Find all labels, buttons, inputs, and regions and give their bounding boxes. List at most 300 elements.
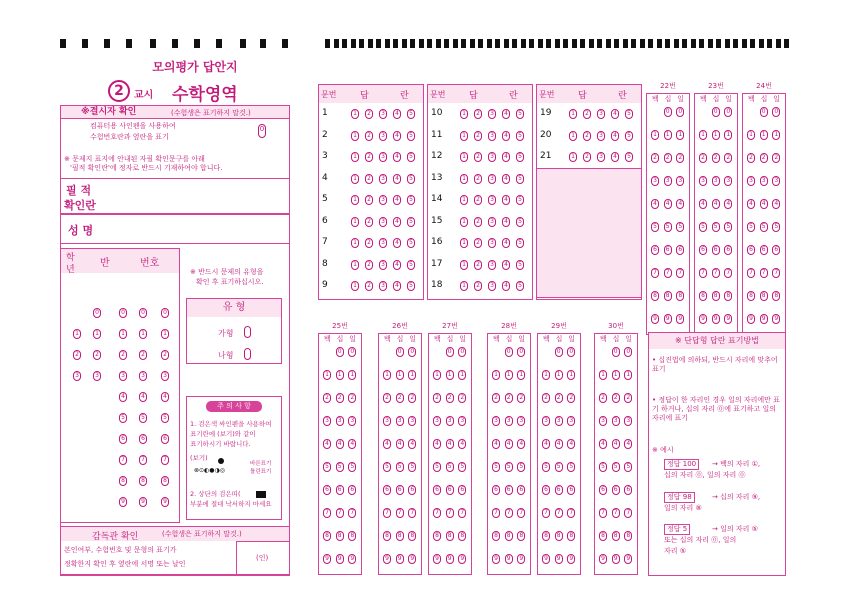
digit-bubble[interactable]: 5	[612, 462, 620, 472]
id-bubble[interactable]: 3	[139, 371, 147, 381]
digit-bubble[interactable]: 0	[517, 347, 525, 357]
digit-bubble[interactable]: 6	[712, 245, 720, 255]
digit-bubble[interactable]: 6	[408, 485, 416, 495]
digit-bubble[interactable]: 0	[676, 107, 684, 117]
digit-bubble[interactable]: 4	[555, 439, 563, 449]
answer-bubble[interactable]: 5	[407, 131, 415, 141]
answer-bubble[interactable]: 4	[502, 260, 510, 270]
answer-bubble[interactable]: 2	[474, 281, 482, 291]
answer-bubble[interactable]: 1	[351, 131, 359, 141]
digit-bubble[interactable]: 0	[555, 347, 563, 357]
digit-bubble[interactable]: 1	[651, 130, 659, 140]
digit-bubble[interactable]: 0	[624, 347, 632, 357]
answer-bubble[interactable]: 3	[488, 281, 496, 291]
answer-bubble[interactable]: 5	[407, 109, 415, 119]
digit-bubble[interactable]: 4	[492, 439, 500, 449]
digit-bubble[interactable]: 9	[651, 314, 659, 324]
digit-bubble[interactable]: 8	[724, 291, 732, 301]
digit-bubble[interactable]: 8	[624, 531, 632, 541]
answer-bubble[interactable]: 1	[351, 238, 359, 248]
answer-bubble[interactable]: 4	[393, 195, 401, 205]
answer-bubble[interactable]: 3	[488, 109, 496, 119]
digit-bubble[interactable]: 6	[664, 245, 672, 255]
digit-bubble[interactable]: 1	[408, 370, 416, 380]
digit-bubble[interactable]: 9	[612, 554, 620, 564]
digit-bubble[interactable]: 5	[624, 462, 632, 472]
digit-bubble[interactable]: 7	[542, 508, 550, 518]
digit-bubble[interactable]: 2	[624, 393, 632, 403]
digit-bubble[interactable]: 7	[651, 268, 659, 278]
digit-bubble[interactable]: 3	[505, 416, 513, 426]
digit-bubble[interactable]: 9	[505, 554, 513, 564]
digit-bubble[interactable]: 7	[599, 508, 607, 518]
id-bubble[interactable]: 2	[93, 350, 101, 360]
digit-bubble[interactable]: 4	[408, 439, 416, 449]
answer-bubble[interactable]: 3	[597, 152, 605, 162]
id-bubble[interactable]: 1	[161, 329, 169, 339]
digit-bubble[interactable]: 6	[446, 485, 454, 495]
digit-bubble[interactable]: 5	[760, 222, 768, 232]
type-na-bubble[interactable]	[244, 348, 251, 360]
digit-bubble[interactable]: 2	[651, 153, 659, 163]
answer-bubble[interactable]: 5	[407, 195, 415, 205]
digit-bubble[interactable]: 1	[446, 370, 454, 380]
digit-bubble[interactable]: 4	[664, 199, 672, 209]
answer-bubble[interactable]: 2	[365, 260, 373, 270]
digit-bubble[interactable]: 1	[747, 130, 755, 140]
digit-bubble[interactable]: 2	[433, 393, 441, 403]
digit-bubble[interactable]: 8	[505, 531, 513, 541]
digit-bubble[interactable]: 3	[624, 416, 632, 426]
digit-bubble[interactable]: 5	[699, 222, 707, 232]
digit-bubble[interactable]: 1	[724, 130, 732, 140]
answer-bubble[interactable]: 5	[625, 152, 633, 162]
digit-bubble[interactable]: 0	[712, 107, 720, 117]
digit-bubble[interactable]: 5	[323, 462, 331, 472]
id-bubble[interactable]: 9	[119, 497, 127, 507]
digit-bubble[interactable]: 5	[567, 462, 575, 472]
digit-bubble[interactable]: 4	[336, 439, 344, 449]
digit-bubble[interactable]: 6	[624, 485, 632, 495]
digit-bubble[interactable]: 7	[517, 508, 525, 518]
digit-bubble[interactable]: 7	[492, 508, 500, 518]
digit-bubble[interactable]: 5	[433, 462, 441, 472]
digit-bubble[interactable]: 2	[612, 393, 620, 403]
digit-bubble[interactable]: 3	[651, 176, 659, 186]
id-bubble[interactable]: 3	[161, 371, 169, 381]
digit-bubble[interactable]: 6	[612, 485, 620, 495]
digit-bubble[interactable]: 9	[747, 314, 755, 324]
id-bubble[interactable]: 1	[119, 329, 127, 339]
digit-bubble[interactable]: 0	[612, 347, 620, 357]
id-bubble[interactable]: 6	[119, 434, 127, 444]
answer-bubble[interactable]: 3	[379, 131, 387, 141]
digit-bubble[interactable]: 5	[772, 222, 780, 232]
digit-bubble[interactable]: 4	[446, 439, 454, 449]
digit-bubble[interactable]: 7	[760, 268, 768, 278]
digit-bubble[interactable]: 6	[323, 485, 331, 495]
digit-bubble[interactable]: 8	[446, 531, 454, 541]
answer-bubble[interactable]: 1	[351, 260, 359, 270]
answer-bubble[interactable]: 4	[502, 109, 510, 119]
digit-bubble[interactable]: 4	[599, 439, 607, 449]
digit-bubble[interactable]: 7	[699, 268, 707, 278]
answer-bubble[interactable]: 3	[597, 109, 605, 119]
answer-bubble[interactable]: 3	[488, 152, 496, 162]
digit-bubble[interactable]: 1	[492, 370, 500, 380]
digit-bubble[interactable]: 9	[348, 554, 356, 564]
digit-bubble[interactable]: 0	[724, 107, 732, 117]
digit-bubble[interactable]: 5	[724, 222, 732, 232]
answer-bubble[interactable]: 4	[393, 238, 401, 248]
answer-bubble[interactable]: 5	[407, 260, 415, 270]
id-bubble[interactable]: 6	[139, 434, 147, 444]
answer-bubble[interactable]: 1	[569, 131, 577, 141]
digit-bubble[interactable]: 8	[599, 531, 607, 541]
digit-bubble[interactable]: 1	[458, 370, 466, 380]
digit-bubble[interactable]: 8	[712, 291, 720, 301]
answer-bubble[interactable]: 2	[474, 174, 482, 184]
digit-bubble[interactable]: 0	[336, 347, 344, 357]
digit-bubble[interactable]: 5	[336, 462, 344, 472]
answer-bubble[interactable]: 2	[365, 131, 373, 141]
digit-bubble[interactable]: 9	[433, 554, 441, 564]
digit-bubble[interactable]: 2	[760, 153, 768, 163]
digit-bubble[interactable]: 8	[458, 531, 466, 541]
digit-bubble[interactable]: 8	[772, 291, 780, 301]
id-bubble[interactable]: 1	[139, 329, 147, 339]
digit-bubble[interactable]: 3	[747, 176, 755, 186]
answer-bubble[interactable]: 3	[379, 174, 387, 184]
digit-bubble[interactable]: 8	[433, 531, 441, 541]
digit-bubble[interactable]: 7	[396, 508, 404, 518]
name-box[interactable]	[60, 214, 290, 244]
digit-bubble[interactable]: 7	[712, 268, 720, 278]
digit-bubble[interactable]: 3	[676, 176, 684, 186]
digit-bubble[interactable]: 6	[336, 485, 344, 495]
answer-bubble[interactable]: 1	[569, 109, 577, 119]
digit-bubble[interactable]: 2	[699, 153, 707, 163]
digit-bubble[interactable]: 9	[724, 314, 732, 324]
digit-bubble[interactable]: 4	[505, 439, 513, 449]
answer-bubble[interactable]: 4	[502, 281, 510, 291]
digit-bubble[interactable]: 5	[446, 462, 454, 472]
answer-bubble[interactable]: 4	[502, 174, 510, 184]
digit-bubble[interactable]: 1	[323, 370, 331, 380]
digit-bubble[interactable]: 6	[383, 485, 391, 495]
digit-bubble[interactable]: 8	[396, 531, 404, 541]
digit-bubble[interactable]: 2	[336, 393, 344, 403]
digit-bubble[interactable]: 9	[699, 314, 707, 324]
digit-bubble[interactable]: 8	[760, 291, 768, 301]
digit-bubble[interactable]: 8	[348, 531, 356, 541]
digit-bubble[interactable]: 1	[699, 130, 707, 140]
digit-bubble[interactable]: 3	[408, 416, 416, 426]
answer-bubble[interactable]: 2	[474, 217, 482, 227]
digit-bubble[interactable]: 9	[624, 554, 632, 564]
id-bubble[interactable]: 7	[161, 455, 169, 465]
answer-bubble[interactable]: 3	[488, 131, 496, 141]
id-bubble[interactable]: 5	[119, 413, 127, 423]
answer-bubble[interactable]: 4	[502, 217, 510, 227]
digit-bubble[interactable]: 9	[517, 554, 525, 564]
answer-bubble[interactable]: 5	[516, 238, 524, 248]
answer-bubble[interactable]: 3	[379, 217, 387, 227]
answer-bubble[interactable]: 4	[393, 174, 401, 184]
answer-bubble[interactable]: 1	[351, 195, 359, 205]
digit-bubble[interactable]: 5	[517, 462, 525, 472]
digit-bubble[interactable]: 3	[664, 176, 672, 186]
answer-bubble[interactable]: 5	[516, 195, 524, 205]
digit-bubble[interactable]: 3	[567, 416, 575, 426]
digit-bubble[interactable]: 2	[676, 153, 684, 163]
digit-bubble[interactable]: 9	[676, 314, 684, 324]
answer-bubble[interactable]: 3	[488, 238, 496, 248]
answer-bubble[interactable]: 2	[474, 152, 482, 162]
digit-bubble[interactable]: 8	[383, 531, 391, 541]
digit-bubble[interactable]: 7	[724, 268, 732, 278]
digit-bubble[interactable]: 5	[383, 462, 391, 472]
digit-bubble[interactable]: 3	[555, 416, 563, 426]
digit-bubble[interactable]: 0	[664, 107, 672, 117]
digit-bubble[interactable]: 6	[651, 245, 659, 255]
digit-bubble[interactable]: 9	[492, 554, 500, 564]
digit-bubble[interactable]: 2	[517, 393, 525, 403]
digit-bubble[interactable]: 4	[567, 439, 575, 449]
id-bubble[interactable]: 0	[119, 308, 127, 318]
digit-bubble[interactable]: 5	[664, 222, 672, 232]
type-ga-bubble[interactable]	[244, 326, 251, 338]
digit-bubble[interactable]: 3	[599, 416, 607, 426]
digit-bubble[interactable]: 9	[336, 554, 344, 564]
answer-bubble[interactable]: 2	[583, 131, 591, 141]
digit-bubble[interactable]: 5	[555, 462, 563, 472]
answer-bubble[interactable]: 4	[393, 217, 401, 227]
digit-bubble[interactable]: 0	[458, 347, 466, 357]
answer-bubble[interactable]: 2	[365, 217, 373, 227]
digit-bubble[interactable]: 1	[676, 130, 684, 140]
digit-bubble[interactable]: 7	[555, 508, 563, 518]
id-bubble[interactable]: 3	[93, 371, 101, 381]
digit-bubble[interactable]: 3	[492, 416, 500, 426]
id-bubble[interactable]: 3	[73, 371, 81, 381]
id-bubble[interactable]: 2	[161, 350, 169, 360]
answer-bubble[interactable]: 4	[502, 238, 510, 248]
answer-bubble[interactable]: 2	[474, 238, 482, 248]
digit-bubble[interactable]: 2	[505, 393, 513, 403]
digit-bubble[interactable]: 4	[323, 439, 331, 449]
digit-bubble[interactable]: 3	[772, 176, 780, 186]
digit-bubble[interactable]: 1	[612, 370, 620, 380]
digit-bubble[interactable]: 9	[458, 554, 466, 564]
answer-bubble[interactable]: 1	[460, 281, 468, 291]
answer-bubble[interactable]: 5	[516, 109, 524, 119]
digit-bubble[interactable]: 1	[712, 130, 720, 140]
digit-bubble[interactable]: 0	[772, 107, 780, 117]
digit-bubble[interactable]: 6	[747, 245, 755, 255]
digit-bubble[interactable]: 2	[555, 393, 563, 403]
digit-bubble[interactable]: 8	[567, 531, 575, 541]
answer-bubble[interactable]: 1	[460, 217, 468, 227]
digit-bubble[interactable]: 6	[458, 485, 466, 495]
digit-bubble[interactable]: 2	[712, 153, 720, 163]
digit-bubble[interactable]: 5	[458, 462, 466, 472]
digit-bubble[interactable]: 0	[396, 347, 404, 357]
digit-bubble[interactable]: 6	[505, 485, 513, 495]
digit-bubble[interactable]: 6	[676, 245, 684, 255]
answer-bubble[interactable]: 4	[393, 152, 401, 162]
id-bubble[interactable]: 2	[73, 350, 81, 360]
digit-bubble[interactable]: 1	[336, 370, 344, 380]
digit-bubble[interactable]: 4	[612, 439, 620, 449]
digit-bubble[interactable]: 5	[408, 462, 416, 472]
digit-bubble[interactable]: 6	[492, 485, 500, 495]
answer-bubble[interactable]: 4	[502, 195, 510, 205]
digit-bubble[interactable]: 0	[760, 107, 768, 117]
answer-bubble[interactable]: 2	[474, 109, 482, 119]
digit-bubble[interactable]: 4	[712, 199, 720, 209]
digit-bubble[interactable]: 6	[599, 485, 607, 495]
digit-bubble[interactable]: 1	[760, 130, 768, 140]
digit-bubble[interactable]: 7	[505, 508, 513, 518]
answer-bubble[interactable]: 2	[365, 152, 373, 162]
digit-bubble[interactable]: 4	[458, 439, 466, 449]
answer-bubble[interactable]: 5	[407, 238, 415, 248]
answer-bubble[interactable]: 3	[379, 195, 387, 205]
digit-bubble[interactable]: 1	[517, 370, 525, 380]
digit-bubble[interactable]: 1	[433, 370, 441, 380]
digit-bubble[interactable]: 7	[458, 508, 466, 518]
answer-bubble[interactable]: 4	[611, 109, 619, 119]
digit-bubble[interactable]: 1	[555, 370, 563, 380]
id-bubble[interactable]: 4	[139, 392, 147, 402]
answer-bubble[interactable]: 2	[365, 281, 373, 291]
digit-bubble[interactable]: 2	[458, 393, 466, 403]
answer-bubble[interactable]: 2	[583, 109, 591, 119]
digit-bubble[interactable]: 7	[747, 268, 755, 278]
id-bubble[interactable]: 0	[161, 308, 169, 318]
answer-bubble[interactable]: 2	[365, 109, 373, 119]
answer-bubble[interactable]: 2	[583, 152, 591, 162]
digit-bubble[interactable]: 3	[396, 416, 404, 426]
digit-bubble[interactable]: 6	[433, 485, 441, 495]
digit-bubble[interactable]: 0	[505, 347, 513, 357]
digit-bubble[interactable]: 3	[433, 416, 441, 426]
id-bubble[interactable]: 8	[161, 476, 169, 486]
digit-bubble[interactable]: 8	[542, 531, 550, 541]
id-bubble[interactable]: 2	[139, 350, 147, 360]
digit-bubble[interactable]: 1	[396, 370, 404, 380]
answer-bubble[interactable]: 1	[351, 281, 359, 291]
digit-bubble[interactable]: 5	[396, 462, 404, 472]
digit-bubble[interactable]: 5	[542, 462, 550, 472]
answer-bubble[interactable]: 5	[516, 217, 524, 227]
digit-bubble[interactable]: 5	[651, 222, 659, 232]
digit-bubble[interactable]: 4	[517, 439, 525, 449]
digit-bubble[interactable]: 7	[567, 508, 575, 518]
digit-bubble[interactable]: 7	[664, 268, 672, 278]
digit-bubble[interactable]: 9	[446, 554, 454, 564]
digit-bubble[interactable]: 9	[760, 314, 768, 324]
digit-bubble[interactable]: 9	[772, 314, 780, 324]
digit-bubble[interactable]: 3	[383, 416, 391, 426]
answer-bubble[interactable]: 4	[611, 152, 619, 162]
digit-bubble[interactable]: 4	[396, 439, 404, 449]
digit-bubble[interactable]: 0	[567, 347, 575, 357]
digit-bubble[interactable]: 8	[676, 291, 684, 301]
answer-bubble[interactable]: 5	[407, 152, 415, 162]
answer-bubble[interactable]: 1	[460, 152, 468, 162]
digit-bubble[interactable]: 4	[624, 439, 632, 449]
answer-bubble[interactable]: 1	[351, 174, 359, 184]
digit-bubble[interactable]: 5	[348, 462, 356, 472]
id-bubble[interactable]: 5	[139, 413, 147, 423]
answer-bubble[interactable]: 2	[474, 195, 482, 205]
digit-bubble[interactable]: 6	[542, 485, 550, 495]
digit-bubble[interactable]: 8	[699, 291, 707, 301]
digit-bubble[interactable]: 4	[542, 439, 550, 449]
digit-bubble[interactable]: 4	[772, 199, 780, 209]
answer-bubble[interactable]: 3	[379, 260, 387, 270]
answer-bubble[interactable]: 2	[474, 260, 482, 270]
digit-bubble[interactable]: 4	[433, 439, 441, 449]
answer-bubble[interactable]: 3	[379, 152, 387, 162]
digit-bubble[interactable]: 6	[396, 485, 404, 495]
answer-bubble[interactable]: 2	[474, 131, 482, 141]
digit-bubble[interactable]: 9	[599, 554, 607, 564]
answer-bubble[interactable]: 5	[516, 152, 524, 162]
digit-bubble[interactable]: 2	[772, 153, 780, 163]
digit-bubble[interactable]: 5	[747, 222, 755, 232]
digit-bubble[interactable]: 3	[760, 176, 768, 186]
digit-bubble[interactable]: 9	[323, 554, 331, 564]
answer-bubble[interactable]: 4	[393, 260, 401, 270]
digit-bubble[interactable]: 2	[383, 393, 391, 403]
digit-bubble[interactable]: 2	[396, 393, 404, 403]
digit-bubble[interactable]: 3	[612, 416, 620, 426]
answer-bubble[interactable]: 4	[502, 131, 510, 141]
digit-bubble[interactable]: 6	[567, 485, 575, 495]
digit-bubble[interactable]: 4	[760, 199, 768, 209]
digit-bubble[interactable]: 1	[664, 130, 672, 140]
digit-bubble[interactable]: 7	[336, 508, 344, 518]
answer-bubble[interactable]: 1	[460, 174, 468, 184]
answer-bubble[interactable]: 1	[351, 109, 359, 119]
id-bubble[interactable]: 2	[119, 350, 127, 360]
id-bubble[interactable]: 5	[161, 413, 169, 423]
digit-bubble[interactable]: 3	[446, 416, 454, 426]
answer-bubble[interactable]: 4	[502, 152, 510, 162]
digit-bubble[interactable]: 8	[517, 531, 525, 541]
digit-bubble[interactable]: 2	[747, 153, 755, 163]
digit-bubble[interactable]: 3	[348, 416, 356, 426]
digit-bubble[interactable]: 2	[599, 393, 607, 403]
digit-bubble[interactable]: 8	[747, 291, 755, 301]
digit-bubble[interactable]: 2	[567, 393, 575, 403]
digit-bubble[interactable]: 2	[724, 153, 732, 163]
digit-bubble[interactable]: 4	[348, 439, 356, 449]
answer-bubble[interactable]: 2	[365, 195, 373, 205]
digit-bubble[interactable]: 1	[624, 370, 632, 380]
digit-bubble[interactable]: 4	[676, 199, 684, 209]
answer-bubble[interactable]: 3	[597, 131, 605, 141]
digit-bubble[interactable]: 1	[567, 370, 575, 380]
answer-bubble[interactable]: 5	[516, 131, 524, 141]
answer-bubble[interactable]: 4	[393, 281, 401, 291]
digit-bubble[interactable]: 5	[492, 462, 500, 472]
digit-bubble[interactable]: 9	[712, 314, 720, 324]
id-bubble[interactable]: 3	[119, 371, 127, 381]
